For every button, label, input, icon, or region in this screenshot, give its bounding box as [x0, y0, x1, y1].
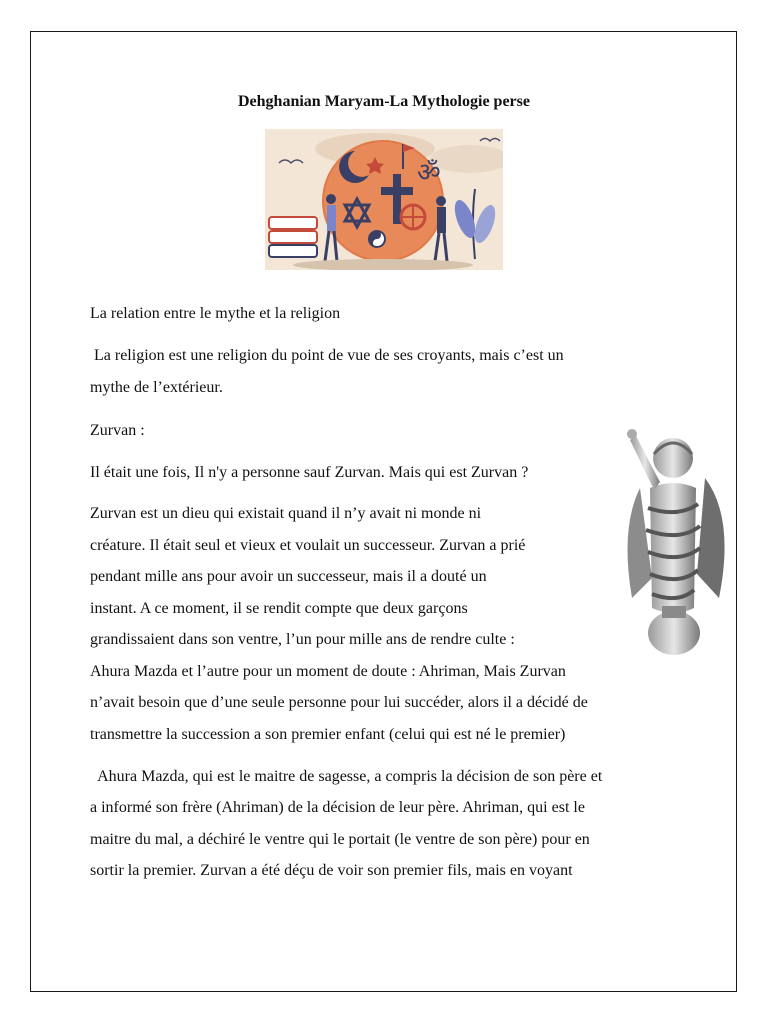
- paragraph-4-line-4: sortir la premier. Zurvan a été déçu de voir son premier fils, mais en voyant: [90, 862, 573, 879]
- religion-illustration: [265, 129, 503, 270]
- paragraph-2: Il était une fois, Il n'y a personne sauf Zurvan. Mais qui est Zurvan ?: [90, 464, 529, 481]
- paragraph-4-line-3: maitre du mal, a déchiré le ventre qui le portait (le ventre de son père) pour en: [90, 831, 590, 848]
- paragraph-4-line-1: Ahura Mazda, qui est le maitre de sagesse, a compris la décision de son père et: [90, 768, 603, 785]
- paragraph-3-line-1: Zurvan est un dieu qui existait quand il n’y avait ni monde ni: [90, 505, 482, 522]
- zurvan-heading: Zurvan :: [90, 422, 145, 439]
- paragraph-3-line-8: transmettre la succession a son premier enfant (celui qui est né le premier): [90, 726, 566, 743]
- paragraph-3-line-5: grandissaient dans son ventre, l’un pour mille ans de rendre culte :: [90, 631, 515, 648]
- zurvan-statue-image: [610, 418, 732, 658]
- document-title: Dehghanian Maryam-La Mythologie perse: [238, 93, 530, 110]
- section-heading: La relation entre le mythe et la religion: [90, 305, 341, 322]
- paragraph-3-line-7: n’avait besoin que d’une seule personne pour lui succéder, alors il a décidé de: [90, 694, 588, 711]
- svg-text:ॐ: ॐ: [417, 158, 441, 188]
- paragraph-3-line-4: instant. A ce moment, il se rendit compte que deux garçons: [90, 600, 468, 617]
- paragraph-1-line-2: mythe de l’extérieur.: [90, 379, 223, 396]
- paragraph-3-line-2: créature. Il était seul et vieux et voulait un successeur. Zurvan a prié: [90, 537, 526, 554]
- paragraph-3-line-3: pendant mille ans pour avoir un successeur, mais il a douté un: [90, 568, 487, 585]
- paragraph-1-line-1: La religion est une religion du point de vue de ses croyants, mais c’est un: [90, 347, 564, 364]
- paragraph-4-line-2: a informé son frère (Ahriman) de la décision de leur père. Ahriman, qui est le: [90, 799, 585, 816]
- paragraph-3-line-6: Ahura Mazda et l’autre pour un moment de doute : Ahriman, Mais Zurvan: [90, 663, 566, 680]
